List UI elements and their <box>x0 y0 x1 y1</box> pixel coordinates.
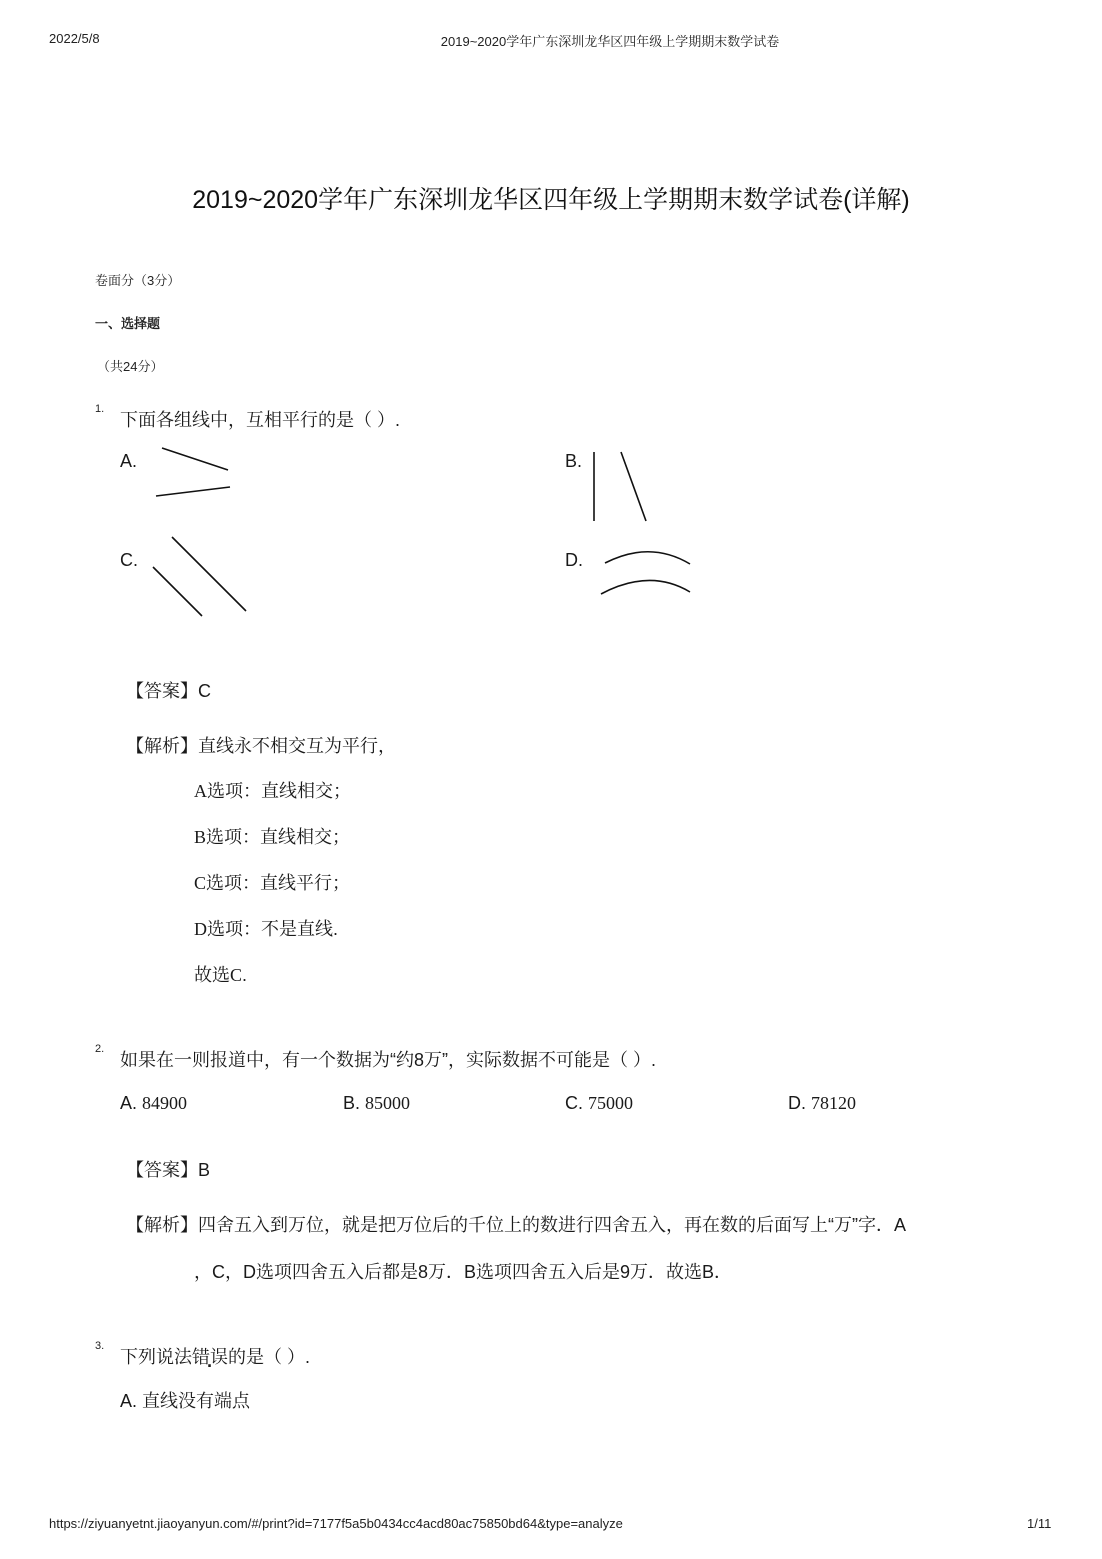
emphasis-mark: 错误 <box>192 1347 228 1367</box>
option-d-curve-1 <box>605 552 690 564</box>
explanation-text: 四舍五入到万位，就是把万位后的千位上的数进行四舍五入，再在数的后面写上“万”字．A <box>198 1215 906 1235</box>
explanation-label: 【解析】 <box>126 1215 198 1235</box>
explanation-line: A选项：直线相交； <box>194 781 351 801</box>
section-heading: 一、选择题 <box>95 316 161 331</box>
question-text: 下列说法错误的是（ ）. <box>120 1343 310 1369</box>
answer-value: B <box>198 1160 211 1180</box>
print-url: https://ziyuanyetnt.jiaoyanyun.com/#/print?id=7177f5a5b0434cc4acd80ac75850bd64&type=analyze <box>49 1516 623 1531</box>
question-number: 1. <box>95 403 105 415</box>
option-c-label: C. <box>120 550 138 570</box>
option-d: D. 78120 <box>788 1093 857 1113</box>
option-d-label: D. <box>565 550 583 570</box>
option-d-figure <box>595 540 700 605</box>
option-a-label: A. <box>120 451 138 471</box>
explanation-text: 直线永不相交互为平行， <box>198 736 396 756</box>
explanation-text-continued: ，C，D选项四舍五入后都是8万．B选项四舍五入后是9万．故选B． <box>194 1262 733 1282</box>
answer-label: 【答案】 <box>126 1160 198 1180</box>
question-number: 2. <box>95 1043 105 1055</box>
explanation-row <box>126 732 396 758</box>
answer-row <box>126 677 211 703</box>
section-points: （共24分） <box>97 359 164 374</box>
question-text: 如果在一则报道中，有一个数据为“约8万”，实际数据不可能是（ ）. <box>120 1050 656 1070</box>
option-c: C. 75000 <box>565 1093 634 1113</box>
answer-value: C <box>198 681 211 701</box>
print-date: 2022/5/8 <box>49 31 100 46</box>
score-note: 卷面分（3分） <box>95 273 181 288</box>
option-a: A. 直线没有端点 <box>120 1391 251 1411</box>
explanation-label: 【解析】 <box>126 736 198 756</box>
option-b: B. 85000 <box>343 1093 411 1113</box>
answer-label: 【答案】 <box>126 681 198 701</box>
answer-row <box>126 1156 210 1182</box>
option-a-figure <box>150 440 240 505</box>
option-c-figure <box>145 530 255 625</box>
page-number: 1/11 <box>1027 1516 1052 1531</box>
question-text: 下面各组线中，互相平行的是（ ）. <box>120 410 401 430</box>
explanation-conclusion: 故选C. <box>194 965 248 985</box>
question-number: 3. <box>95 1340 105 1352</box>
option-b-line-2 <box>621 452 646 521</box>
explanation-line: D选项：不是直线. <box>194 919 339 939</box>
option-d-curve-2 <box>601 580 690 594</box>
page-title: 2019~2020学年广东深圳龙华区四年级上学期期末数学试卷(详解) <box>192 186 910 214</box>
explanation-line: C选项：直线平行； <box>194 873 351 893</box>
option-b-label: B. <box>565 451 583 471</box>
explanation-line: B选项：直线相交； <box>194 827 351 847</box>
option-a-line-1 <box>162 448 228 470</box>
print-doc-title: 2019~2020学年广东深圳龙华区四年级上学期期末数学试卷 <box>440 34 780 49</box>
option-c-line-1 <box>172 537 246 611</box>
explanation-row <box>126 1211 1026 1237</box>
option-c-line-2 <box>153 567 202 616</box>
option-a: A. 84900 <box>120 1093 188 1113</box>
option-b-figure <box>585 445 655 530</box>
option-a-line-2 <box>156 487 230 496</box>
